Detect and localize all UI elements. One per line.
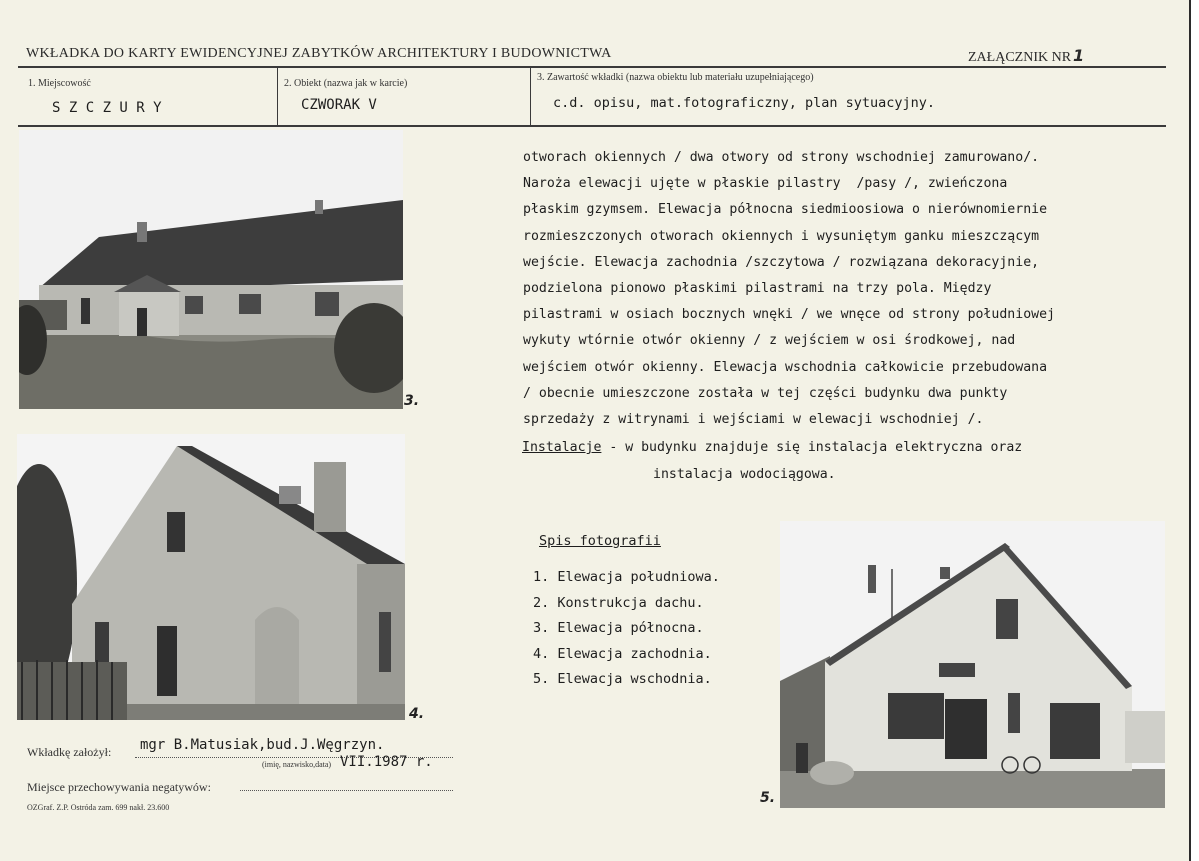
annex-label-text: ZAŁĄCZNIK NR xyxy=(968,50,1072,65)
description-line: otworach okiennych / dwa otwory od strony wschodniej zamurowano/. xyxy=(523,150,1040,165)
photo-north-elevation xyxy=(19,130,403,409)
author-value: mgr B.Matusiak,bud.J.Węgrzyn. xyxy=(140,737,385,753)
photo-list-item: 5. Elewacja wschodnia. xyxy=(533,671,712,688)
storage-label: Miejsce przechowywania negatywów: xyxy=(27,780,211,794)
contents-value: c.d. opisu, mat.fotograficzny, plan sytuacyjny. xyxy=(553,95,936,111)
photo-list xyxy=(533,565,720,693)
photo-number-5: 5. xyxy=(760,790,776,806)
author-sublabel: (imię, nazwisko,data) xyxy=(262,760,332,769)
form-title: WKŁADKA DO KARTY EWIDENCYJNEJ ZABYTKÓW ARCHITEKTURY I BUDOWNICTWA xyxy=(26,46,612,61)
photo-list-title: Spis fotografii xyxy=(539,533,661,549)
annex-number: 1 xyxy=(1073,46,1085,65)
storage-dotted-line xyxy=(240,790,453,791)
photo-west-elevation-image xyxy=(17,434,405,720)
description-line: sprzedaży z witrynami i wejściami w elewacji wschodniej /. xyxy=(523,412,984,428)
photo-number-4: 4. xyxy=(409,706,425,722)
photo-list-item: 3. Elewacja północna. xyxy=(533,620,704,637)
photo-north-elevation-image xyxy=(19,130,403,409)
contents-label: 3. Zawartość wkładki (nazwa obiektu lub materiału uzupełniającego) xyxy=(537,72,814,83)
photo-list-item: 1. Elewacja południowa. xyxy=(533,569,720,585)
header-rule-bottom xyxy=(18,125,1166,127)
photo-west-elevation xyxy=(17,434,405,720)
installations-dash: - xyxy=(601,440,626,455)
description-line: Naroża elewacji ujęte w płaskie pilastry /pasy /, zwieńczona xyxy=(523,176,1008,192)
photo-number-3: 3. xyxy=(404,393,420,409)
installations-line-2: instalacja wodociągowa. xyxy=(653,467,836,482)
description-line: pilastrami w osiach bocznych wnęki / we wnęce od strony południowej xyxy=(523,307,1055,323)
installations-label: Instalacje xyxy=(522,440,602,455)
description-line: podzielona pionowo płaskimi pilastrami na trzy pola. Między xyxy=(523,281,992,297)
photo-east-elevation xyxy=(780,521,1165,808)
installations-line-1 xyxy=(522,434,1022,461)
photo-list-item: 2. Konstrukcja dachu. xyxy=(533,594,704,611)
locality-value: S Z C Z U R Y xyxy=(52,100,162,116)
description-line: wykuty wtórnie otwór okienny / z wejściem w osi środkowej, nad xyxy=(523,333,1016,349)
description-line: płaskim gzymsem. Elewacja północna siedmioosiowa o nierównomiernie xyxy=(523,202,1048,218)
description-text xyxy=(523,145,1173,433)
print-info: OZGraf. Z.P. Ostróda zam. 699 nakł. 23.600 xyxy=(27,803,170,812)
field-divider-2 xyxy=(530,68,531,125)
annex-label xyxy=(968,46,1084,66)
object-label: 2. Obiekt (nazwa jak w karcie) xyxy=(284,78,408,89)
description-line: wejściem otwór okienny. Elewacja wschodnia całkowicie przebudowana xyxy=(523,359,1048,375)
photo-list-item: 4. Elewacja zachodnia. xyxy=(533,645,712,662)
author-label: Wkładkę założył: xyxy=(27,745,112,759)
description-line: wejście. Elewacja zachodnia /szczytowa / rozwiązana dekoracyjnie, xyxy=(523,254,1040,270)
field-divider-1 xyxy=(277,68,278,125)
installations-text-1: w budynku znajduje się instalacja elektryczna oraz xyxy=(625,440,1023,455)
installations-block xyxy=(522,434,1022,488)
locality-label: 1. Miejscowość xyxy=(28,78,91,89)
right-edge xyxy=(1189,0,1199,861)
description-line: rozmieszczonych otworach okiennych i wysuniętym ganku mieszczącym xyxy=(523,228,1040,244)
photo-east-elevation-image xyxy=(780,521,1165,808)
author-date: VII.1987 r. xyxy=(340,754,433,770)
description-line: / obecnie umieszczone została w tej części budynku dwa punkty xyxy=(523,385,1008,401)
header-rule-top xyxy=(18,66,1166,68)
object-value: CZWORAK V xyxy=(301,97,377,113)
